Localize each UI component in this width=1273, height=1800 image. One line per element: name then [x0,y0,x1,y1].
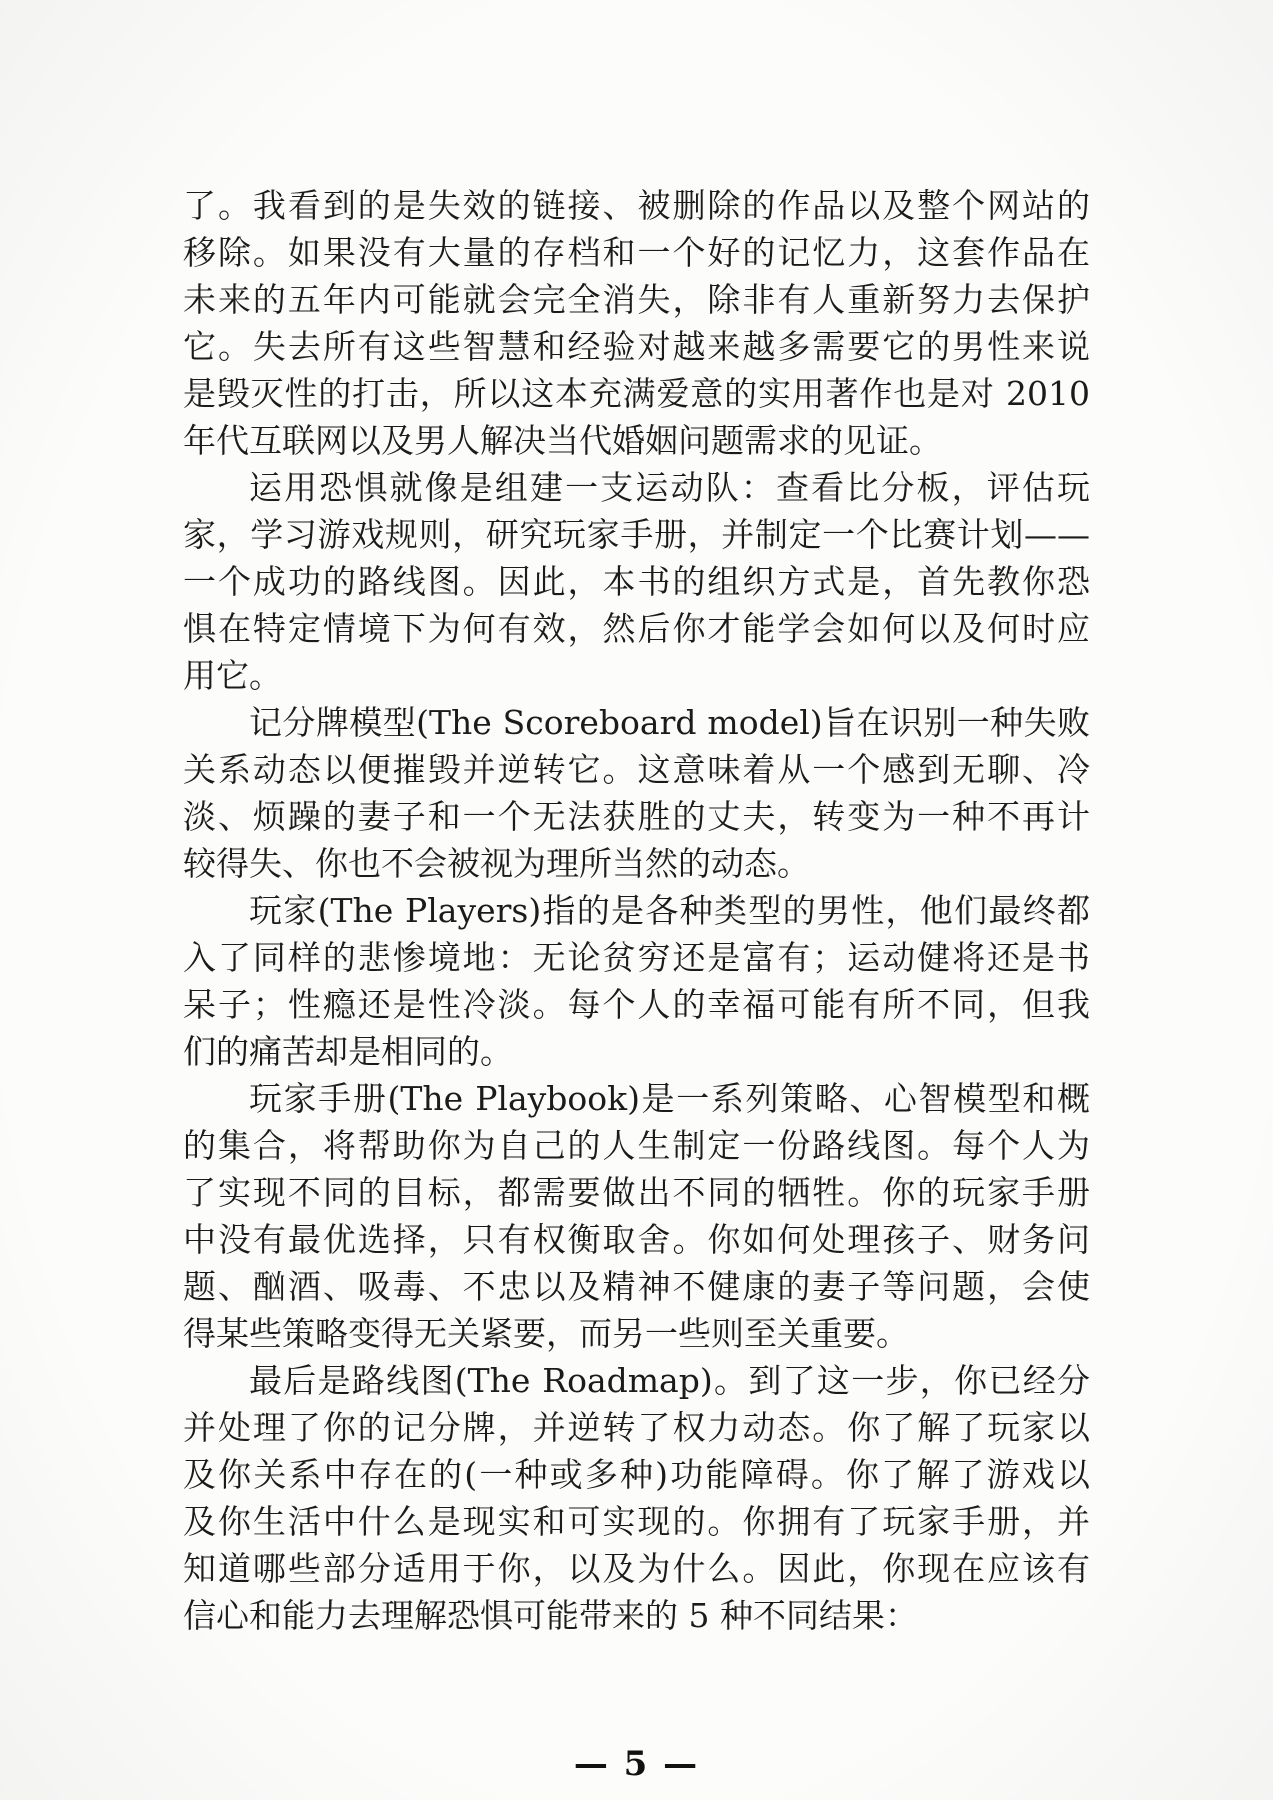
text-line: 呆子；性瘾还是性冷淡。每个人的幸福可能有所不同，但我 [183,985,1090,1024]
text-line: 年代互联网以及男人解决当代婚姻问题需求的见证。 [183,421,942,460]
paragraph [183,887,1090,1075]
text-line: 得某些策略变得无关紧要，而另一些则至关重要。 [183,1314,909,1353]
text-line: 们的痛苦却是相同的。 [183,1032,513,1071]
text-line: 最后是路线图(The Roadmap)。到了这一步，你已经分 [249,1361,1090,1400]
text-line: 及你生活中什么是现实和可实现的。你拥有了玩家手册，并 [183,1502,1090,1541]
paragraph [183,1357,1090,1639]
text-line: 一个成功的路线图。因此，本书的组织方式是，首先教你恐 [183,562,1090,601]
text-line: 并处理了你的记分牌，并逆转了权力动态。你了解了玩家以 [183,1408,1090,1447]
text-line: 玩家(The Players)指的是各种类型的男性，他们最终都 [249,891,1090,930]
text-line: 它。失去所有这些智慧和经验对越来越多需要它的男性来说 [183,327,1090,366]
text-line: 玩家手册(The Playbook)是一系列策略、心智模型和概 [249,1079,1090,1118]
page-number: — 5 — [573,1744,700,1784]
paragraph [183,699,1090,887]
text-line: 未来的五年内可能就会完全消失，除非有人重新努力去保护 [183,280,1090,319]
text-line: 了。我看到的是失效的链接、被删除的作品以及整个网站的 [183,186,1090,225]
text-line: 运用恐惧就像是组建一支运动队：查看比分板，评估玩 [249,468,1090,507]
text-line: 记分牌模型(The Scoreboard model)旨在识别一种失败 [249,703,1090,742]
text-line: 较得失、你也不会被视为理所当然的动态。 [183,844,810,883]
text-line: 中没有最优选择，只有权衡取舍。你如何处理孩子、财务问 [183,1220,1090,1259]
paragraph [183,1075,1090,1357]
text-line: 入了同样的悲惨境地：无论贫穷还是富有；运动健将还是书 [183,938,1090,977]
paragraph [183,464,1090,699]
text-line: 家，学习游戏规则，研究玩家手册，并制定一个比赛计划—— [183,515,1090,554]
paragraph [183,182,1090,464]
text-line: 关系动态以便摧毁并逆转它。这意味着从一个感到无聊、冷 [183,750,1090,789]
text-line: 信心和能力去理解恐惧可能带来的 5 种不同结果： [183,1596,918,1635]
text-line: 移除。如果没有大量的存档和一个好的记忆力，这套作品在 [183,233,1090,272]
text-line: 及你关系中存在的(一种或多种)功能障碍。你了解了游戏以 [183,1455,1090,1494]
text-line: 是毁灭性的打击，所以这本充满爱意的实用著作也是对 2010 [183,374,1090,413]
text-line: 用它。 [183,656,282,695]
text-line: 淡、烦躁的妻子和一个无法获胜的丈夫，转变为一种不再计 [183,797,1090,836]
text-line: 的集合，将帮助你为自己的人生制定一份路线图。每个人为 [183,1126,1090,1165]
body-text [183,182,1090,1639]
text-line: 惧在特定情境下为何有效，然后你才能学会如何以及何时应 [183,609,1090,648]
text-line: 了实现不同的目标，都需要做出不同的牺牲。你的玩家手册 [183,1173,1090,1212]
text-line: 知道哪些部分适用于你，以及为什么。因此，你现在应该有 [183,1549,1090,1588]
text-line: 题、酗酒、吸毒、不忠以及精神不健康的妻子等问题，会使 [183,1267,1090,1306]
